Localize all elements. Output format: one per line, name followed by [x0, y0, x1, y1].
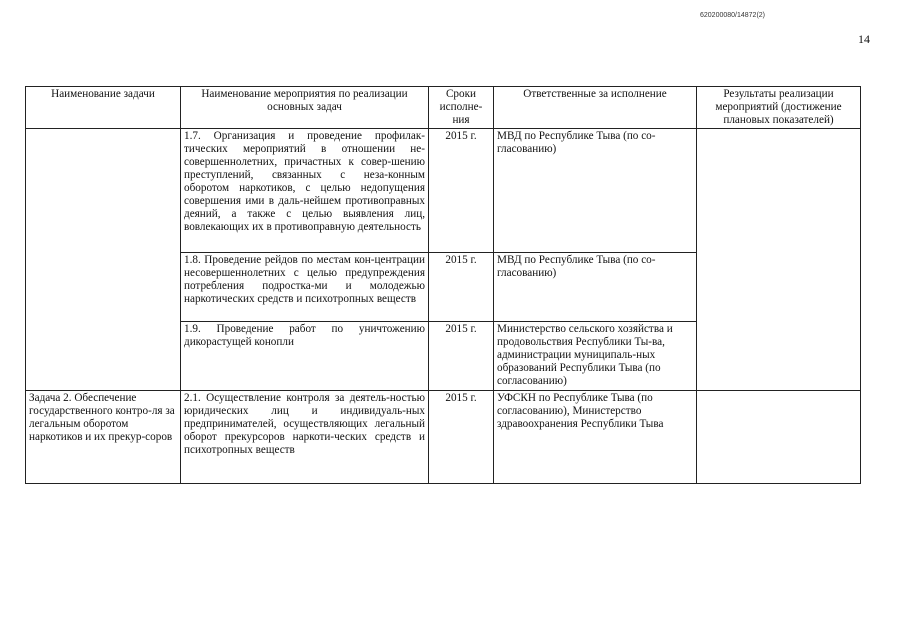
term-cell: 2015 г. — [429, 391, 494, 484]
activity-cell: 1.7. Организация и проведение профилак-тических мероприятий в отношении не-совершеннолетних, причастных к совер-шению преступлений, связанных с неза-конным оборотом наркотиков, с целью недопущения совершения ими в даль-нейшем противоправных деяний, а также с целью выявления лиц, вовлекающих их в противоправную деятельность — [181, 129, 429, 253]
activity-cell: 2.1. Осуществление контроля за деятель-ностью юридических лиц и индивидуаль-ных предпринимателей, осуществляющих легальный оборот прекурсоров наркоти-ческих средств и психотропных веществ — [181, 391, 429, 484]
term-cell: 2015 г. — [429, 253, 494, 322]
measures-table — [25, 86, 861, 484]
header-term: Сроки исполне-ния — [429, 87, 494, 129]
responsible-cell: Министерство сельского хозяйства и продовольствия Республики Ты-ва, администрации муниципаль-ных образований Республики Тыва (по согласованию) — [494, 322, 697, 391]
header-task: Наименование задачи — [26, 87, 181, 129]
header-result: Результаты реализации мероприятий (достижение плановых показателей) — [697, 87, 861, 129]
result-cell — [697, 129, 861, 391]
activity-cell: 1.9. Проведение работ по уничтожению дикорастущей конопли — [181, 322, 429, 391]
responsible-cell: МВД по Республике Тыва (по со-гласованию) — [494, 129, 697, 253]
table-row — [26, 391, 861, 484]
header-activity: Наименование мероприятия по реализации основных задач — [181, 87, 429, 129]
table-row — [26, 129, 861, 253]
result-cell — [697, 391, 861, 484]
responsible-cell: УФСКН по Республике Тыва (по согласованию), Министерство здравоохранения Республики Тыва — [494, 391, 697, 484]
header-responsible: Ответственные за исполнение — [494, 87, 697, 129]
term-cell: 2015 г. — [429, 322, 494, 391]
page-number: 14 — [858, 32, 870, 46]
term-cell: 2015 г. — [429, 129, 494, 253]
activity-cell: 1.8. Проведение рейдов по местам кон-центрации несовершеннолетних с целью предупреждения потребления подростка-ми и молодежью наркотических средств и психотропных веществ — [181, 253, 429, 322]
task-cell — [26, 129, 181, 391]
document-id: 620200080/14872(2) — [700, 12, 766, 19]
responsible-cell: МВД по Республике Тыва (по со-гласованию) — [494, 253, 697, 322]
table-header-row — [26, 87, 861, 129]
task-cell: Задача 2. Обеспечение государственного контро-ля за легальным оборотом наркотиков и их прекур-соров — [26, 391, 181, 484]
